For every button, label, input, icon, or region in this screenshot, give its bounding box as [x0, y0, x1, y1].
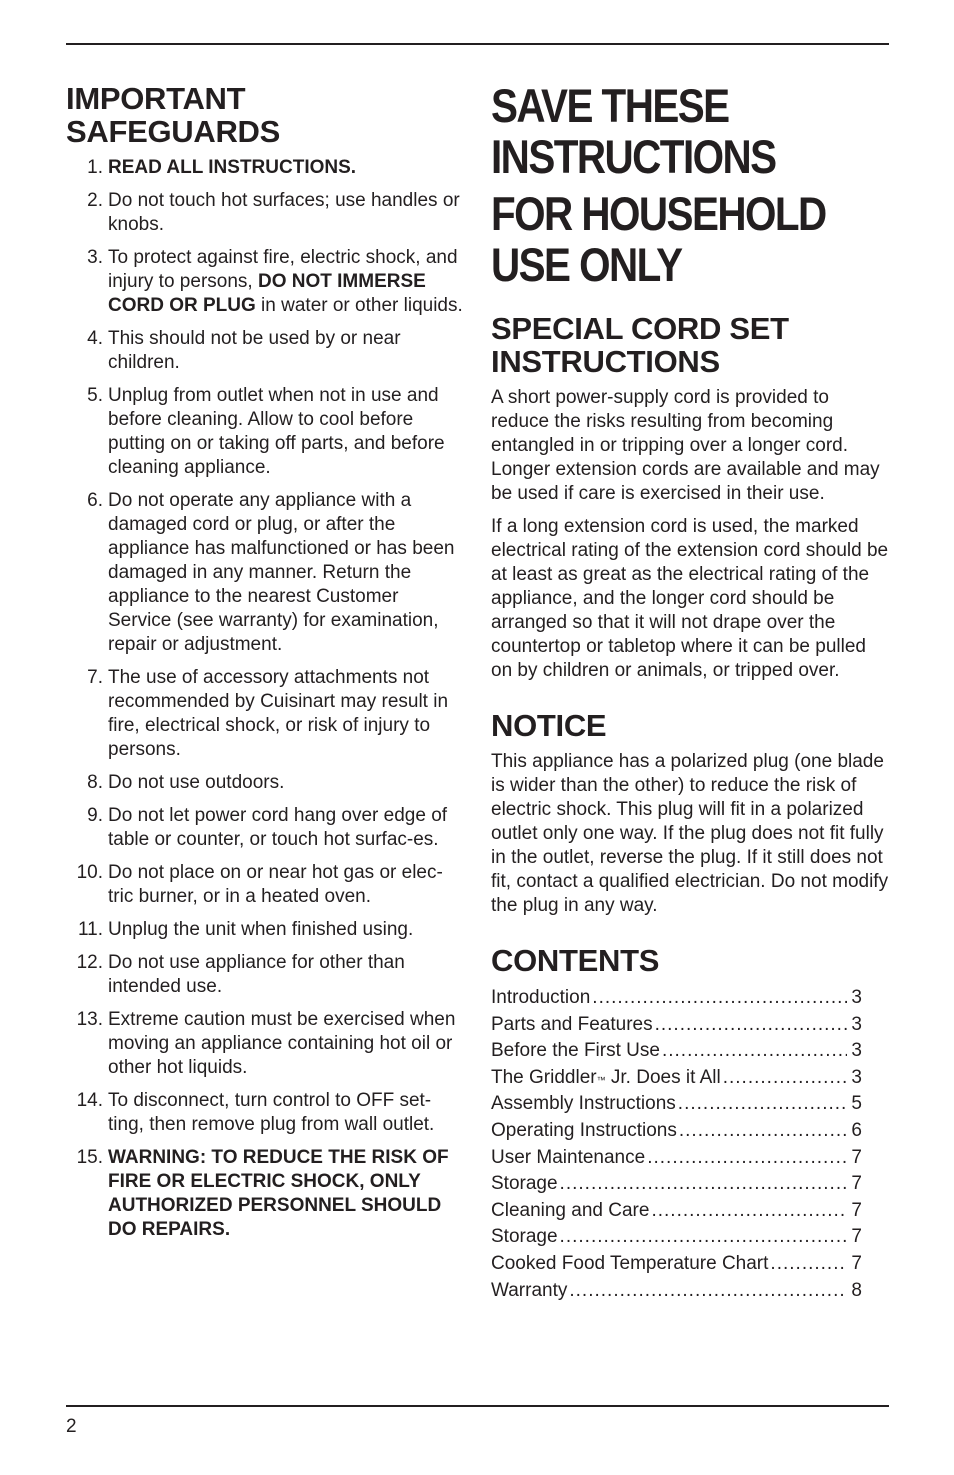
safeguard-item: 3. To protect against fire, electric shock, and injury to persons, DO NOT IMMERSE CORD OR PLUG in water or other liquids.	[87, 247, 463, 316]
safeguard-item: 2. Do not touch hot surfaces; use handles or knobs.	[87, 190, 460, 235]
contents-entry: User Maintenance ..... 7	[491, 1145, 862, 1172]
contents-entry: The Griddler™ Jr. Does it All ..... 3	[491, 1065, 862, 1092]
contents-entry: Introduction ..... 3	[491, 985, 862, 1012]
safeguards-list	[66, 156, 466, 1242]
contents-entry: Parts and Features ..... 3	[491, 1012, 862, 1039]
notice-title: NOTICE	[491, 708, 607, 743]
safeguard-item: 12. Do not use appliance for other than intended use.	[76, 952, 405, 997]
safeguard-item: 7. The use of accessory attachments not recommended by Cuisinart may result in fire, electrical shock, or risk of injury to persons.	[87, 667, 449, 760]
right-column	[491, 80, 891, 1304]
cord-paragraph-2: If a long extension cord is used, the marked electrical rating of the extension cord should be at least as great as the electrical rating of the appliance, and the longer cord should be arranged so that it will not drape over the countertop or tabletop where it can be pulled on by children or animals, or tripped over.	[491, 516, 889, 681]
page-number: 2	[66, 1416, 77, 1437]
safeguard-item: 1. READ ALL INSTRUCTIONS.	[87, 157, 357, 178]
safeguard-item: 13. Extreme caution must be exercised when moving an appliance containing hot oil or other hot liquids.	[76, 1009, 456, 1078]
safeguard-item: 11. Unplug the unit when finished using.	[77, 919, 414, 940]
contents-title: CONTENTS	[491, 943, 660, 978]
contents-entry: Assembly Instructions ..... 5	[491, 1091, 862, 1118]
contents-entry: Storage ..... 7	[491, 1224, 862, 1251]
contents-entry: Cooked Food Temperature Chart ..... 7	[491, 1251, 862, 1278]
contents-entry: Cleaning and Care ..... 7	[491, 1198, 862, 1225]
contents-entry: Operating Instructions ..... 6	[491, 1118, 862, 1145]
contents-entry: Warranty ..... 8	[491, 1278, 862, 1305]
safeguard-item: 8. Do not use outdoors.	[87, 772, 285, 793]
safeguard-item: 15. WARNING: TO REDUCE THE RISK OF FIRE OR ELECTRIC SHOCK, ONLY AUTHORIZED PERSONNEL SHOULD DO REPAIRS.	[76, 1147, 449, 1240]
contents-entry: Before the First Use ..... 3	[491, 1038, 862, 1065]
save-instructions-heading: SAVE THESE INSTRUCTIONS	[491, 79, 776, 183]
bottom-rule	[66, 1405, 889, 1407]
safeguard-item: 9. Do not let power cord hang over edge of table or counter, or touch hot surfac-es.	[87, 805, 448, 850]
top-rule	[66, 43, 889, 45]
immerse-warning: DO NOT IMMERSE CORD OR PLUG	[108, 271, 426, 316]
safeguard-item: 14. To disconnect, turn control to OFF set-ting, then remove plug from wall outlet.	[76, 1090, 435, 1135]
notice-paragraph: This appliance has a polarized plug (one blade is wider than the other) to reduce the risk of electric shock. This plug will fit in a polarized outlet only one way. If the plug does not fit fully in the outlet, reverse the plug. If it still does not fit, contact a qualified electrician. Do not modify the plug in any way.	[491, 751, 889, 916]
household-use-heading: FOR HOUSEHOLD USE ONLY	[491, 187, 826, 291]
contents-entry: Storage ..... 7	[491, 1171, 862, 1198]
safeguards-column	[66, 82, 466, 1251]
safeguard-item: 4. This should not be used by or near children.	[87, 328, 401, 373]
contents-list	[491, 985, 862, 1304]
safeguard-item: 5. Unplug from outlet when not in use and before cleaning. Allow to cool before putting on or taking off parts, and before cleaning appliance.	[87, 385, 445, 478]
cord-set-title: SPECIAL CORD SET INSTRUCTIONS	[491, 311, 789, 379]
cord-paragraph-1: A short power-supply cord is provided to reduce the risks resulting from becoming entangled in or tripping over a longer cord. Longer extension cords are available and may be used if care is exercised in their use.	[491, 387, 880, 504]
safeguards-title: IMPORTANT SAFEGUARDS	[66, 81, 281, 149]
trademark-mark: ™	[596, 1074, 606, 1085]
safeguard-item: 6. Do not operate any appliance with a damaged cord or plug, or after the appliance has malfunctioned or has been damaged in any manner. Return the appliance to the nearest Customer Service (see warranty) for examination, repair or adjustment.	[87, 490, 455, 655]
safeguard-item: 10. Do not place on or near hot gas or elec-tric burner, or in a heated oven.	[76, 862, 443, 907]
